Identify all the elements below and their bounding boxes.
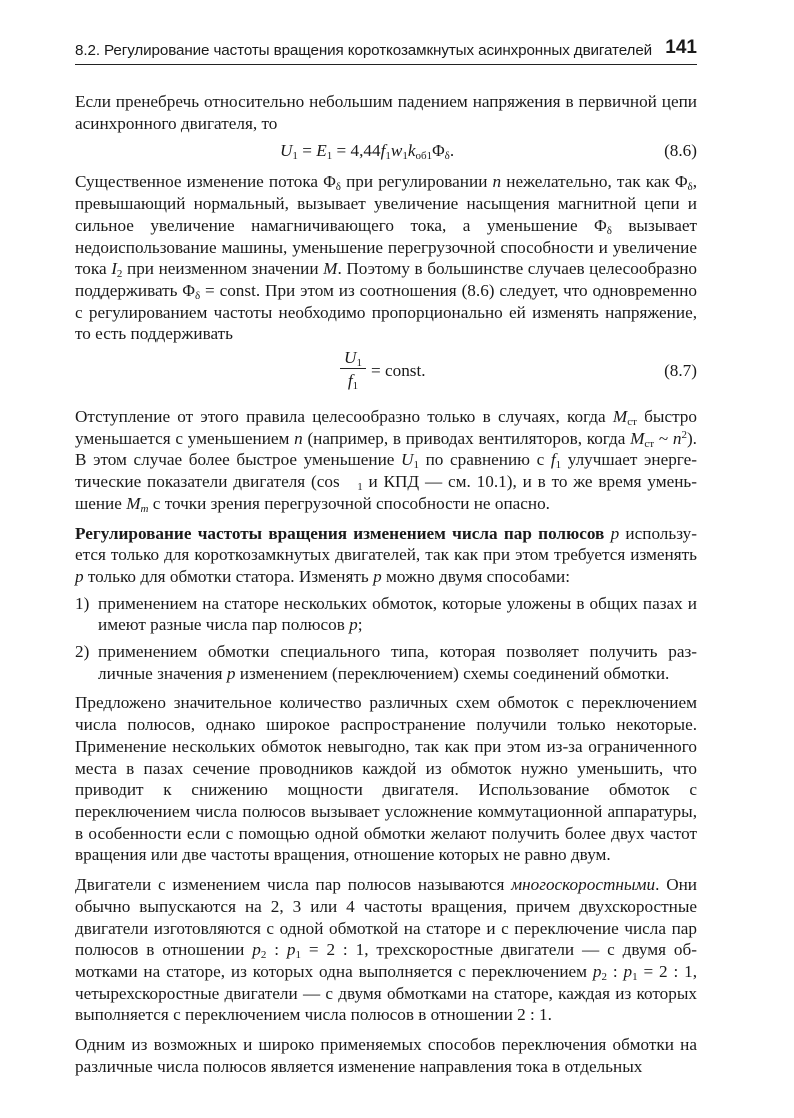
equation-8-6 xyxy=(75,137,697,167)
list-marker: 1) xyxy=(75,593,90,613)
equation-8-7 xyxy=(75,347,697,399)
paragraph-flux: Существенное изменение потока $\Phi_\delta$ при регулировании n нежелательно, так как $\Phi_\delta$, превышающий нормальный, вызывает увеличение насыщения магнитной цепи и сильное увеличение намагничивающего тока, а уменьшение $\Phi_\delta$ вызывает недоиспользование машины, уменьшение перегрузочной способности и увеличение тока $I_2$ при неизменном значении M. Поэтому в большинстве случаев целесообразно поддерживать $\Phi_\delta$ = const. При этом из соотношения (8.6) следует, что одновременно с регулированием частоты необходимо пропорционально ей изменять напряжение, то есть поддерживать xyxy=(75,172,697,344)
paragraph-multispeed: Двигатели с изменением числа пар полюсов называются многоскоростными. Они обычно выпускаются на 2, 3 или 4 частоты вращения, причем двухскоростные двигатели изготовляются с одной обмоткой на статоре и с переключение числа пар полюсов в отношении $p_2$ : $p_1 = 2$ : 1, трехскоростные двигатели — с двумя обмотками на статоре, из которых одна выполняется с переключением $p_2$ : $p_1 = 2$ : 1, четырехскоростные двигатели — с двумя обмотками на статоре, каждая из которых выполняется с переключением числа полюсов в отношении 2 : 1. xyxy=(75,875,697,1025)
paragraph-intro: Если пренебречь относительно небольшим падением напряжения в первичной цепи асинхронного двигателя, то xyxy=(75,92,697,133)
page-number: 141 xyxy=(665,37,697,58)
equation-number: (8.6) xyxy=(664,141,697,161)
equation-number: (8.7) xyxy=(664,361,697,381)
running-header xyxy=(75,38,697,65)
paragraph-schemes: Предложено значительное количество различных схем обмоток с переключением числа полюсов, однако широкое распространение получили только некоторые. Применение нескольких обмоток невыгодно, так как при этом из-за ограниченного места в пазах сечение проводников каждой из обмоток нужно уменьшить, что приводит к снижению мощности двигателя. Использование обмоток с переключением числа полюсов вызывает усложнение коммутационной аппаратуры, в особенности если с помощью одной обмотки желают получить более двух частот вращения или две частоты вращения, отношение которых не равно двум. xyxy=(75,693,697,865)
paragraph-exception: Отступление от этого правила целесообразно только в случаях, когда $M_{ст}$ быстро уменьшается с уменьшением n (например, в приводах вентиляторов, когда $M_{ст}$ ~ $n^2$). В этом случае более быстрое уменьшение $U_1$ по сравнению с $f_1$ улучшает энергетические показатели двигателя (cos $_1$ и КПД — см. 10.1), и в то же время уменьшение $M_m$ с точки зрения перегрузочной способности не опасно. xyxy=(75,407,697,515)
fraction-u1-f1: $\frac{U_1}{f_1}$ xyxy=(340,347,366,393)
list-item-text: применением на статоре нескольких обмоток, которые уложены в общих пазах и имеют разные числа пар полюсов p; xyxy=(98,593,697,635)
running-title: 8.2. Регулирование частоты вращения короткозамкнутых асинхронных двигателей xyxy=(75,42,653,59)
page-body xyxy=(75,91,697,1077)
methods-list xyxy=(75,593,697,685)
list-marker: 2) xyxy=(75,642,90,662)
equation-8-6-expression: $U_1 = E_1 = 4,44f_1w_1k_{об1}\Phi_\delta$. xyxy=(280,141,455,163)
equation-8-7-rhs: = const. xyxy=(371,361,426,381)
list-item-text: применением обмотки специального типа, которая позволяет получить различные значения p изменением (переключением) схемы соединений обмотки. xyxy=(98,642,697,683)
paragraph-pole-change: Регулирование частоты вращения изменением числа пар полюсов p используется только для короткозамкнутых двигателей, так как при этом требуется изменять p только для обмотки статора. Изменять p можно двумя способами: xyxy=(75,523,697,586)
paragraph-method: Одним из возможных и широко применяемых способов переключения обмотки на различные числа полюсов является изменение направления тока в отдельных xyxy=(75,1035,697,1076)
list-item xyxy=(75,593,697,636)
list-item xyxy=(75,641,697,684)
